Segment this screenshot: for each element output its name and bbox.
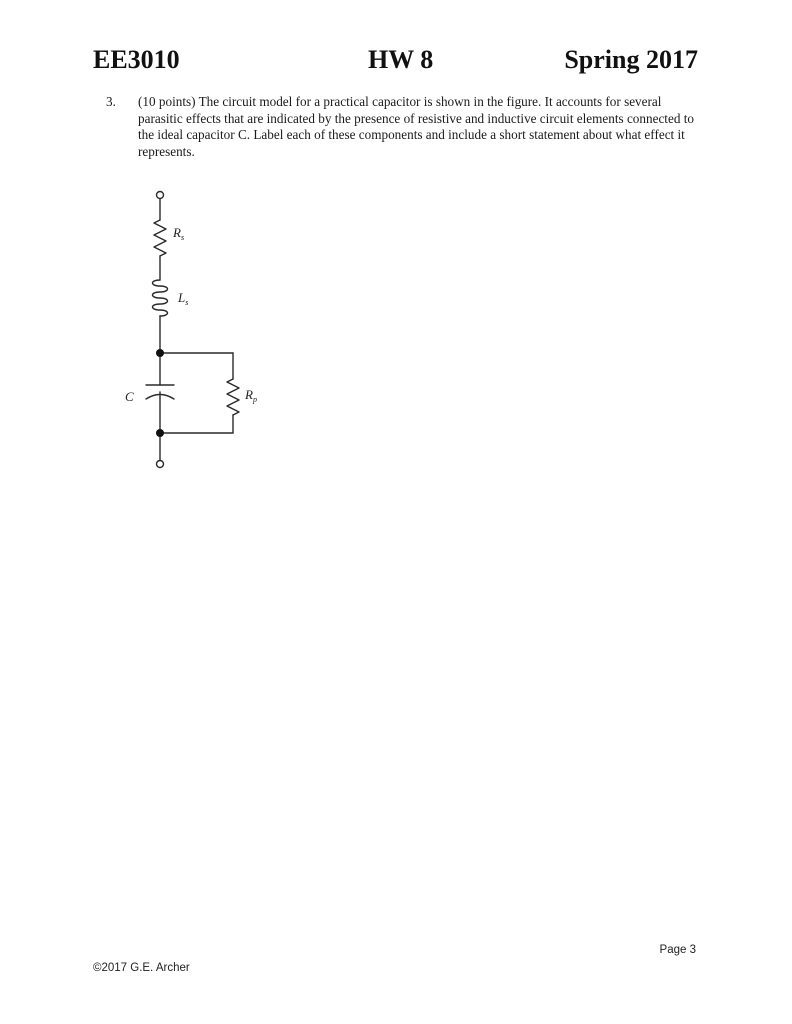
question-text: (10 points) The circuit model for a practical capacitor is shown in the figure. It accounts for several parasitic effects that are indicated by the presence of resistive and inductive circuit elements connected to the ideal capacitor C. Label each of these components and include a short statement about what effect it represents.: [138, 94, 694, 159]
course-code: EE3010: [93, 45, 180, 74]
assignment-title: HW 8: [368, 45, 434, 74]
term-label: Spring 2017: [564, 45, 698, 74]
page-number: Page 3: [659, 944, 696, 956]
c-label: C: [125, 389, 134, 404]
series-resistor-symbol: [154, 220, 166, 256]
top-terminal: [157, 192, 164, 199]
parallel-resistor-symbol: [227, 379, 239, 415]
rs-label: $R_s$: [173, 225, 185, 242]
question-number: 3.: [106, 94, 116, 109]
ls-label: $L_s$: [178, 290, 189, 307]
question-3: [106, 94, 694, 160]
bottom-terminal: [157, 461, 164, 468]
capacitor-circuit-diagram: [110, 180, 290, 480]
top-node-dot: [156, 349, 164, 357]
copyright-notice: ©2017 G.E. Archer: [93, 962, 190, 974]
bottom-node-dot: [156, 429, 164, 437]
rp-label: $R_p$: [245, 387, 257, 404]
series-inductor-symbol: [153, 280, 168, 316]
